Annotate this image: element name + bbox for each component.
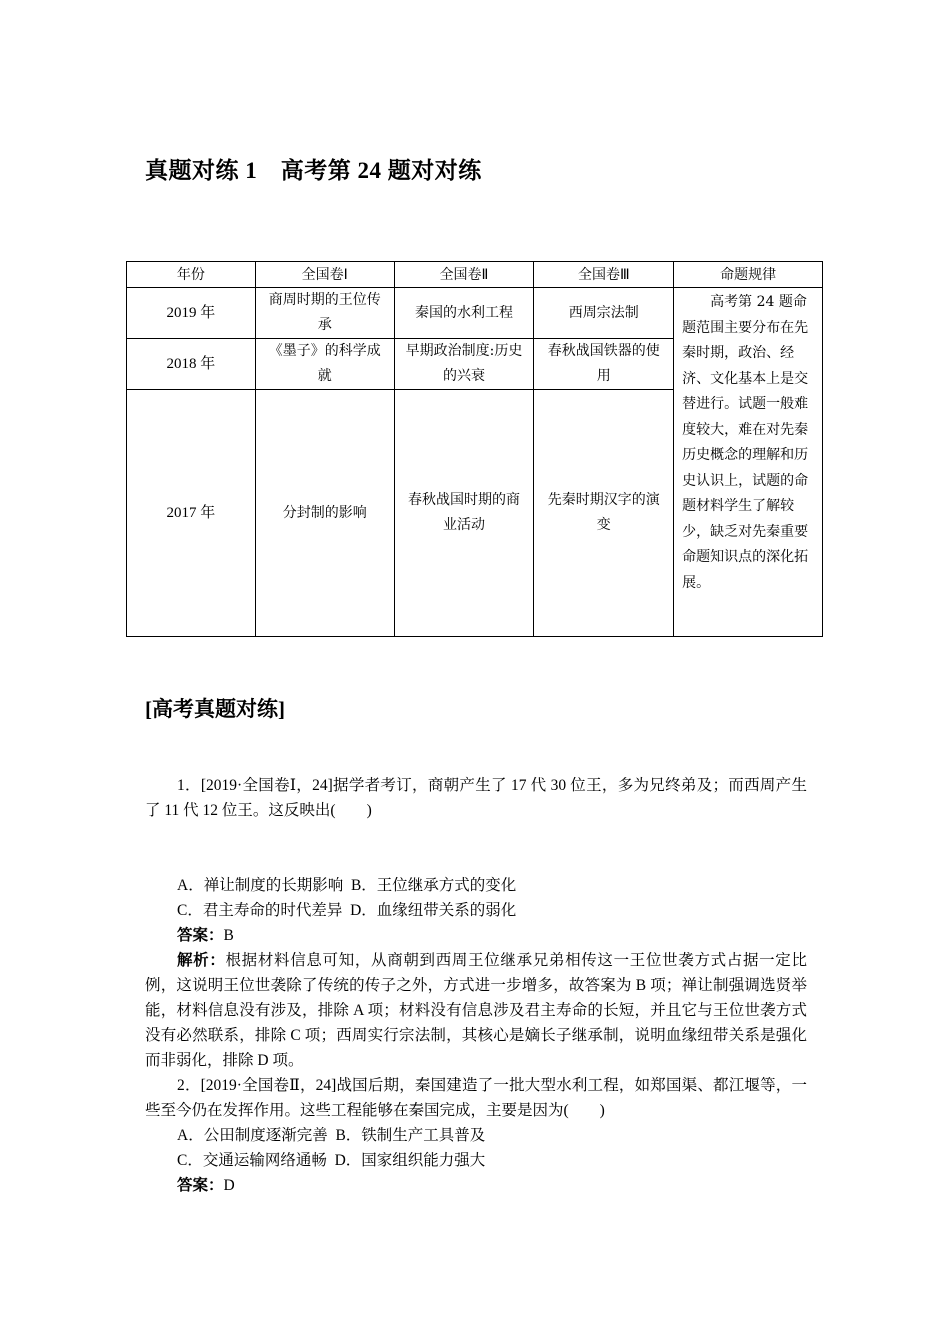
row-paper-1: 商周时期的王位传承 bbox=[255, 288, 394, 339]
table-header-row bbox=[127, 262, 823, 288]
row-paper-1: 分封制的影响 bbox=[255, 390, 394, 637]
question-2-answer bbox=[177, 1173, 235, 1198]
row-year: 2017 年 bbox=[127, 390, 256, 637]
row-year: 2019 年 bbox=[127, 288, 256, 339]
row-paper-1: 《墨子》的科学成就 bbox=[255, 339, 394, 390]
row-year: 2018 年 bbox=[127, 339, 256, 390]
question-1-options-cd: C．君主寿命的时代差异 D．血缘纽带关系的弱化 bbox=[177, 902, 517, 919]
row-paper-2: 春秋战国时期的商业活动 bbox=[394, 390, 534, 637]
header-rule: 命题规律 bbox=[674, 262, 823, 288]
table-row bbox=[127, 288, 823, 339]
question-1-answer bbox=[177, 923, 234, 948]
row-paper-3: 西周宗法制 bbox=[534, 288, 674, 339]
row-paper-3: 先秦时期汉字的演变 bbox=[534, 390, 674, 637]
answer-label: 答案： bbox=[177, 1177, 224, 1194]
row-paper-3: 春秋战国铁器的使用 bbox=[534, 339, 674, 390]
header-year: 年份 bbox=[127, 262, 256, 288]
section-heading: [高考真题对练] bbox=[145, 697, 285, 721]
question-1-analysis bbox=[145, 948, 807, 1073]
question-1-stem: 1．[2019·全国卷Ⅰ，24]据学者考订，商朝产生了 17 代 30 位王，多为兄终弟及；而西周产生了 11 代 12 位王。这反映出( ) bbox=[145, 777, 807, 819]
row-paper-2: 早期政治制度:历史的兴衰 bbox=[394, 339, 534, 390]
question-2-options-cd: C．交通运输网络通畅 D．国家组织能力强大 bbox=[177, 1152, 486, 1169]
exam-topics-table bbox=[126, 261, 823, 637]
analysis-text: 根据材料信息可知，从商朝到西周王位继承兄弟相传这一王位世袭方式占据一定比例，这说明王位世袭除了传统的传子之外，方式进一步增多，故答案为 B 项；禅让制强调选贤举能，材料信息没有涉及，排除 A 项；材料没有信息涉及君主寿命的长短，并且它与王位世袭方式没有必然联系，排除 C 项；西周实行宗法制，其核心是嫡长子继承制，说明血缘纽带关系是强化而非弱化，排除 D 项。 bbox=[145, 952, 807, 1069]
answer-value: B bbox=[223, 927, 234, 944]
question-1-options-ab: A．禅让制度的长期影响 B．王位继承方式的变化 bbox=[177, 877, 517, 894]
question-2-options-ab: A．公田制度逐渐完善 B．铁制生产工具普及 bbox=[177, 1127, 486, 1144]
rule-text: 高考第 24 题命题范围主要分布在先秦时期，政治、经济、文化基本上是交替进行。试题一般难度较大，难在对先秦历史概念的理解和历史认识上，试题的命题材料学生了解较少，缺乏对先秦重要命题知识点的深化拓展。 bbox=[674, 288, 823, 637]
header-paper-1: 全国卷Ⅰ bbox=[255, 262, 394, 288]
row-paper-2: 秦国的水利工程 bbox=[394, 288, 534, 339]
header-paper-3: 全国卷Ⅲ bbox=[534, 262, 674, 288]
question-2-stem: 2．[2019·全国卷Ⅱ，24]战国后期，秦国建造了一批大型水利工程，如郑国渠、都江堰等，一些至今仍在发挥作用。这些工程能够在秦国完成，主要是因为( ) bbox=[145, 1077, 807, 1119]
header-paper-2: 全国卷Ⅱ bbox=[394, 262, 534, 288]
page-title: 真题对练 1 高考第 24 题对对练 bbox=[145, 158, 482, 183]
analysis-label: 解析： bbox=[177, 952, 226, 969]
answer-label: 答案： bbox=[177, 927, 224, 944]
answer-value: D bbox=[223, 1177, 235, 1194]
